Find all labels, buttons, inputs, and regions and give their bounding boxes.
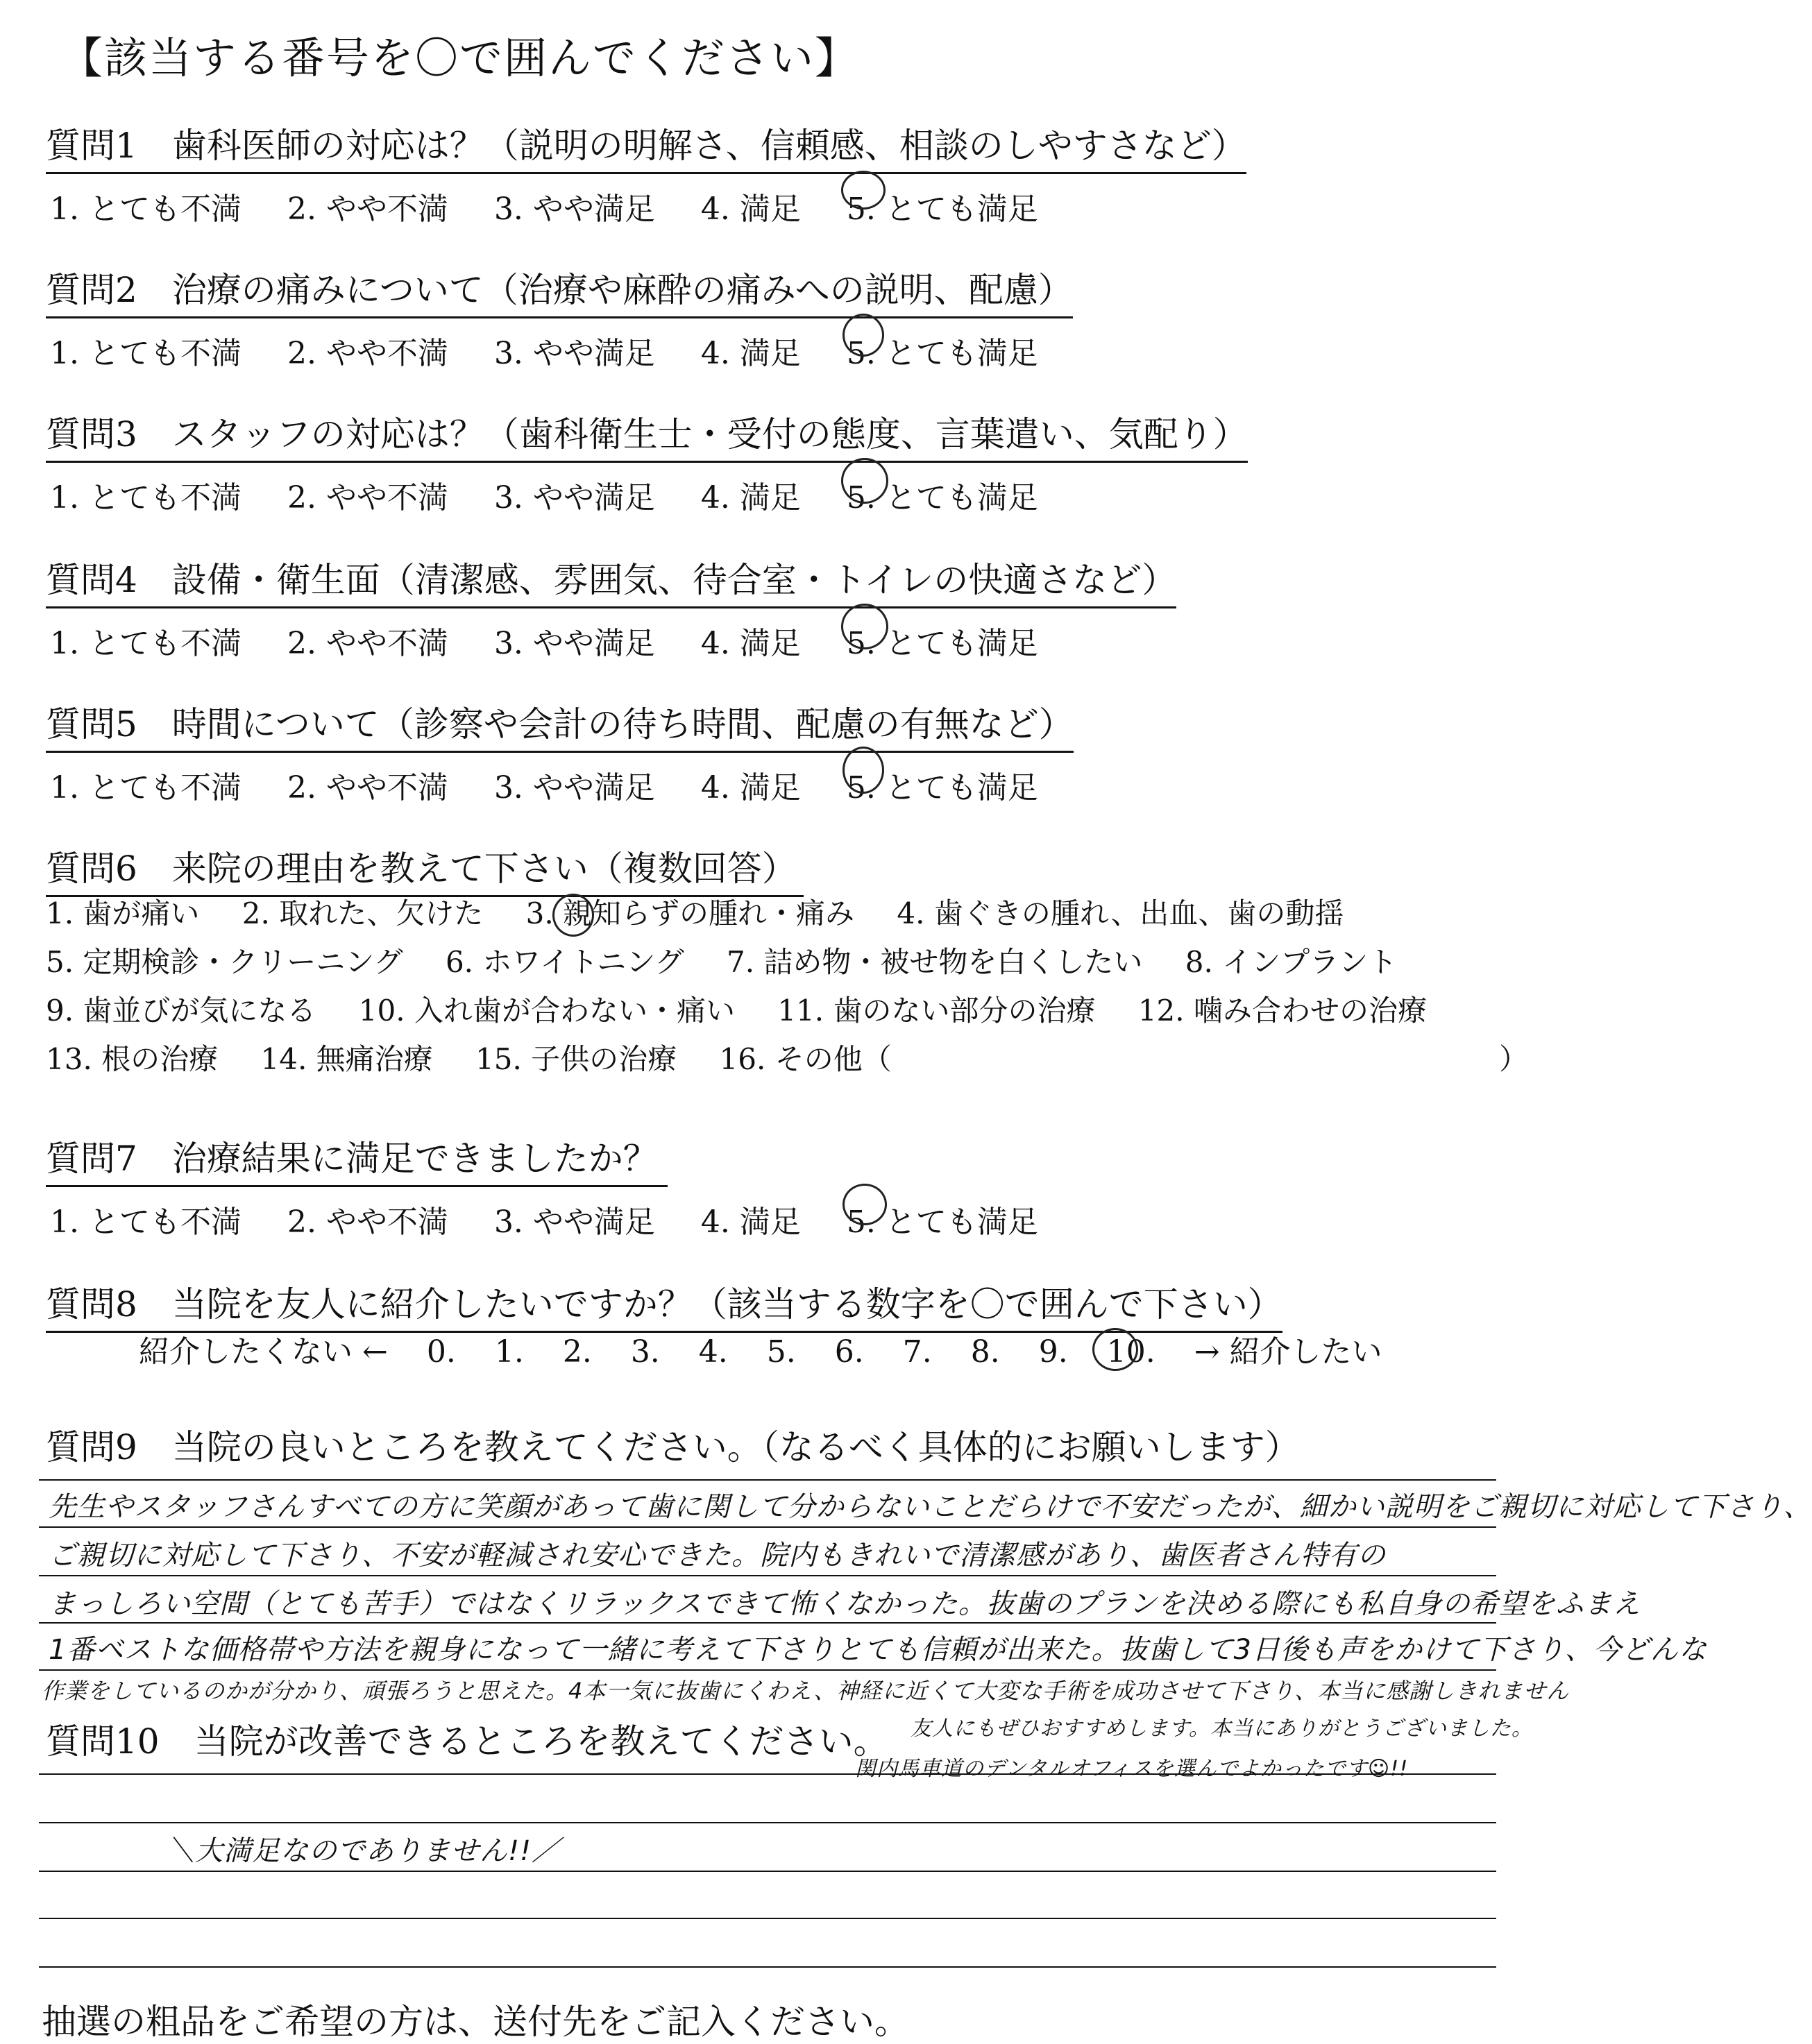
option-1[interactable]: 1. とても不満 (50, 1204, 242, 1240)
option-1[interactable]: 1. とても不満 (50, 336, 242, 371)
option-5-selected[interactable]: 5. とても満足 (846, 191, 1038, 227)
scale-option[interactable]: 3. (630, 1334, 660, 1370)
question-title: 質問2 治療の痛みについて（治療や麻酔の痛みへの説明、配慮） (46, 262, 1073, 318)
answer-options (50, 184, 1246, 228)
reason-option-selected[interactable]: 3. 親知らずの腫れ・痛み (525, 896, 855, 930)
reason-option[interactable]: 13. 根の治療 (46, 1042, 219, 1076)
scale-option[interactable]: 2. (562, 1334, 592, 1370)
question-10 (46, 1714, 888, 1768)
option-5-selected[interactable]: 5. とても満足 (846, 770, 1038, 806)
recommend-scale (139, 1327, 1412, 1371)
question-1 (46, 118, 1246, 228)
selection-circle (841, 458, 888, 504)
option-4[interactable]: 4. 満足 (700, 770, 801, 806)
answer-line (39, 1822, 1496, 1823)
option-4[interactable]: 4. 満足 (700, 626, 801, 661)
reason-option[interactable]: 7. 詰め物・被せ物を白くしたい (726, 945, 1143, 979)
reason-option[interactable]: 4. 歯ぐきの腫れ、出血、歯の動揺 (897, 896, 1344, 930)
reason-option-other[interactable]: 16. その他（ (719, 1042, 892, 1076)
handwritten-answer-line: 友人にもぜひおすすめします。本当にありがとうございました。 (911, 1717, 1533, 1741)
scale-option[interactable]: 5. (766, 1334, 796, 1370)
answer-line (39, 1479, 1496, 1481)
answer-line (39, 1526, 1496, 1528)
question-6 (46, 841, 804, 897)
question-title: 質問5 時間について（診察や会計の待ち時間、配慮の有無など） (46, 697, 1074, 753)
option-3[interactable]: 3. やや満足 (493, 770, 655, 806)
reason-option[interactable]: 2. 取れた、欠けた (242, 896, 484, 930)
reason-row (46, 987, 1460, 1035)
answer-line (39, 1966, 1496, 1968)
question-4 (46, 552, 1176, 663)
other-close-paren: ） (1499, 1042, 1529, 1076)
scale-option[interactable]: 7. (902, 1334, 932, 1370)
reason-option[interactable]: 14. 無痛治療 (260, 1042, 433, 1076)
reason-option[interactable]: 11. 歯のない部分の治療 (777, 994, 1096, 1028)
reason-option[interactable]: 6. ホワイトニング (445, 945, 684, 979)
scale-option[interactable]: 1. (494, 1334, 524, 1370)
scale-right-label: → 紹介したい (1194, 1334, 1382, 1370)
footer-note: 抽選の粗品をご希望の方は、送付先をご記入ください。 (42, 2002, 909, 2042)
option-3[interactable]: 3. やや満足 (493, 626, 655, 661)
option-4[interactable]: 4. 満足 (700, 480, 801, 516)
reason-option[interactable]: 15. 子供の治療 (475, 1042, 677, 1076)
answer-options (50, 328, 1074, 373)
question-title: 質問8 当院を友人に紹介したいですか？（該当する数字を〇で囲んで下さい） (46, 1277, 1282, 1333)
answer-line (39, 1871, 1496, 1872)
scale-option[interactable]: 6. (834, 1334, 864, 1370)
scale-left-label: 紹介したくない ← (139, 1334, 388, 1370)
page-title: 【該当する番号を〇で囲んでください】 (60, 33, 860, 83)
selection-circle (843, 1184, 887, 1225)
question-title: 質問1 歯科医師の対応は？（説明の明解さ、信頼感、相談のしやすさなど） (46, 118, 1246, 174)
question-5 (46, 697, 1074, 807)
answer-line (39, 1622, 1496, 1624)
answer-options (50, 1197, 1074, 1241)
handwritten-answer-line: 作業をしているのかが分かり、頑張ろうと思えた。4本一気に抜歯にくわえ、神経に近くて大変な手術を成功させて下さり、本当に感謝しきれません (42, 1678, 1570, 1704)
question-2 (46, 262, 1074, 373)
answer-line (39, 1918, 1496, 1919)
option-3[interactable]: 3. やや満足 (493, 336, 655, 371)
handwritten-answer: ＼大満足なのでありません!!／ (167, 1835, 561, 1867)
scale-option[interactable]: 8. (970, 1334, 1000, 1370)
selection-circle (843, 314, 884, 357)
option-3[interactable]: 3. やや満足 (493, 480, 655, 516)
option-2[interactable]: 2. やや不満 (287, 1204, 448, 1240)
selection-circle (841, 171, 886, 210)
scale-option[interactable]: 0. (426, 1334, 456, 1370)
option-1[interactable]: 1. とても不満 (50, 191, 242, 227)
option-2[interactable]: 2. やや不満 (287, 626, 448, 661)
reason-row (46, 938, 1460, 987)
option-2[interactable]: 2. やや不満 (287, 480, 448, 516)
reason-row (46, 1035, 1460, 1084)
reason-options (46, 889, 1460, 1084)
option-2[interactable]: 2. やや不満 (287, 336, 448, 371)
selection-circle (1092, 1328, 1138, 1371)
handwritten-answer-line: ご親切に対応して下さり、不安が軽減され安心できた。院内もきれいで清潔感があり、歯医者さん特有の (49, 1540, 1386, 1572)
answer-options (50, 618, 1176, 663)
selection-circle (843, 747, 884, 794)
reason-option[interactable]: 12. 噛み合わせの治療 (1137, 994, 1427, 1028)
selection-circle (841, 604, 888, 649)
answer-line (39, 1669, 1496, 1671)
question-3 (46, 407, 1248, 517)
reason-option[interactable]: 10. 入れ歯が合わない・痛い (358, 994, 735, 1028)
answer-options (50, 472, 1248, 517)
selection-circle (552, 894, 594, 937)
question-9 (46, 1420, 1300, 1474)
option-4[interactable]: 4. 満足 (700, 191, 801, 227)
option-2[interactable]: 2. やや不満 (287, 770, 448, 806)
option-1[interactable]: 1. とても不満 (50, 770, 242, 806)
reason-option[interactable]: 8. インプラント (1185, 945, 1398, 979)
reason-option[interactable]: 1. 歯が痛い (46, 896, 200, 930)
option-4[interactable]: 4. 満足 (700, 336, 801, 371)
option-3[interactable]: 3. やや満足 (493, 191, 655, 227)
question-title: 質問4 設備・衛生面（清潔感、雰囲気、待合室・トイレの快適さなど） (46, 552, 1176, 608)
question-title: 質問3 スタッフの対応は？（歯科衛生士・受付の態度、言葉遣い、気配り） (46, 407, 1248, 463)
reason-option[interactable]: 5. 定期検診・クリーニング (46, 945, 403, 979)
question-7 (46, 1131, 1074, 1241)
answer-line (39, 1575, 1496, 1576)
option-5-selected[interactable]: 5. とても満足 (846, 626, 1038, 661)
scale-option[interactable]: 9. (1038, 1334, 1068, 1370)
option-4[interactable]: 4. 満足 (700, 1204, 801, 1240)
reason-row (46, 889, 1460, 938)
question-title: 質問7 治療結果に満足できましたか？ (46, 1131, 668, 1187)
option-3[interactable]: 3. やや満足 (493, 1204, 655, 1240)
handwritten-answer-line: 1番ベストな価格帯や方法を親身になって一緒に考えて下さりとても信頼が出来た。抜歯して3日後も声をかけて下さり、今どんな (49, 1634, 1707, 1666)
handwritten-answer-line: まっしろい空間（とても苦手）ではなくリラックスできて怖くなかった。抜歯のプランを決める際にも私自身の希望をふまえ (49, 1588, 1641, 1620)
question-title: 質問10 当院が改善できるところを教えてください。 (46, 1721, 888, 1762)
option-2[interactable]: 2. やや不満 (287, 191, 448, 227)
option-5-selected[interactable]: 5. とても満足 (846, 336, 1038, 371)
option-1[interactable]: 1. とても不満 (50, 626, 242, 661)
question-8 (46, 1277, 1282, 1333)
question-title: 質問6 来院の理由を教えて下さい（複数回答） (46, 841, 804, 897)
answer-options (50, 763, 1074, 807)
handwritten-answer-line: 先生やスタッフさんすべての方に笑顔があって歯に関して分からないことだらけで不安だったが、細かい説明をご親切に対応して下さり、 (49, 1491, 1812, 1523)
option-1[interactable]: 1. とても不満 (50, 480, 242, 516)
question-title: 質問9 当院の良いところを教えてください。（なるべく具体的にお願いします） (46, 1427, 1300, 1467)
scale-option-selected[interactable]: 10. (1106, 1334, 1155, 1370)
reason-option[interactable]: 9. 歯並びが気になる (46, 994, 316, 1028)
option-5-selected[interactable]: 5. とても満足 (846, 1204, 1038, 1240)
option-5-selected[interactable]: 5. とても満足 (846, 480, 1038, 516)
handwritten-answer-line: 関内馬車道のデンタルオフィスを選んでよかったです☺!! (855, 1757, 1409, 1781)
scale-option[interactable]: 4. (698, 1334, 728, 1370)
answer-line (39, 1773, 1496, 1775)
